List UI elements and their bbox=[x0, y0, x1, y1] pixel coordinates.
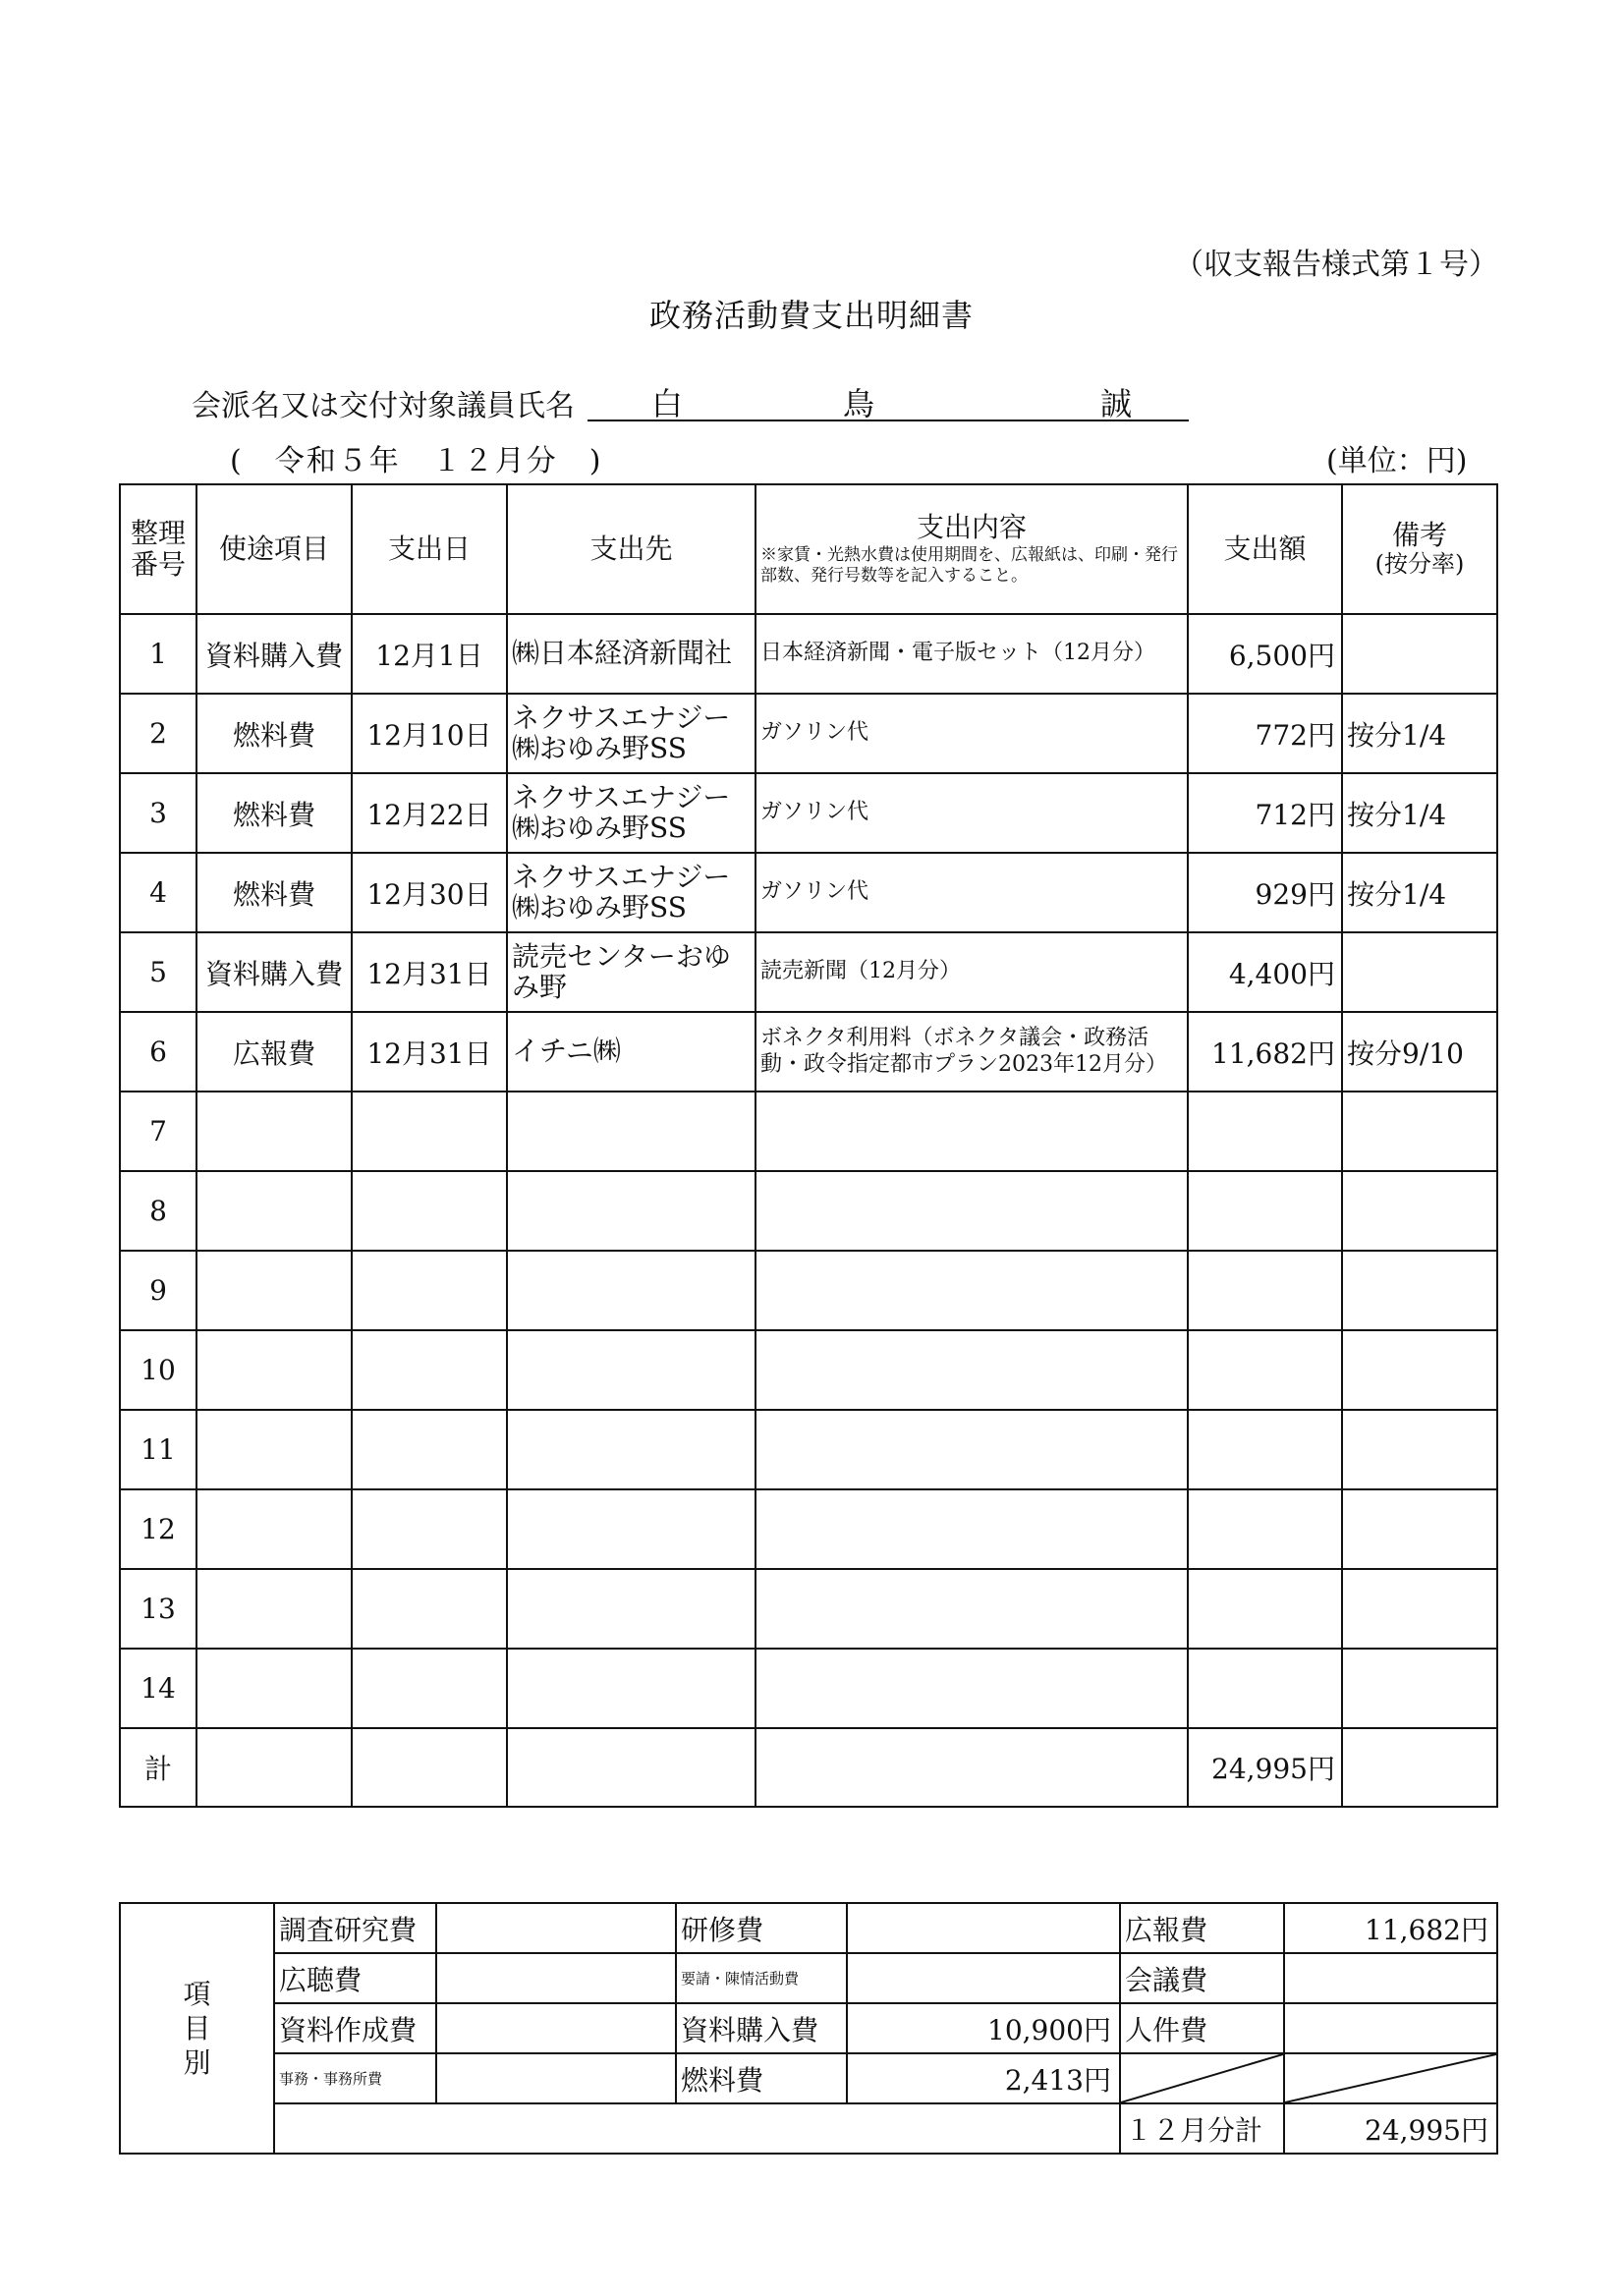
row-date: 12月31日 bbox=[352, 1012, 507, 1092]
row-remarks bbox=[1342, 932, 1497, 1012]
table-row bbox=[120, 614, 1497, 694]
summary-value bbox=[436, 2053, 676, 2103]
summary-label: 広報費 bbox=[1120, 1903, 1284, 1953]
summary-row bbox=[120, 2003, 1497, 2053]
report-period: ( 令和５年 １２月分 ) bbox=[230, 444, 603, 478]
row-amount: 929円 bbox=[1188, 853, 1342, 932]
summary-row bbox=[120, 1903, 1497, 1953]
row-remarks: 按分1/4 bbox=[1342, 853, 1497, 932]
row-remarks: 按分1/4 bbox=[1342, 773, 1497, 853]
col-remarks-sub: (按分率) bbox=[1374, 550, 1465, 579]
row-payee bbox=[507, 1330, 756, 1410]
row-no: 2 bbox=[120, 694, 196, 773]
row-date: 12月22日 bbox=[352, 773, 507, 853]
name-part-2: 鳥 bbox=[843, 385, 875, 422]
row-purpose bbox=[196, 1410, 352, 1489]
row-content: ガソリン代 bbox=[756, 853, 1188, 932]
col-purpose: 使途項目 bbox=[196, 484, 352, 614]
row-no: 5 bbox=[120, 932, 196, 1012]
summary-value: 2,413円 bbox=[847, 2053, 1120, 2103]
row-no: 8 bbox=[120, 1171, 196, 1251]
row-remarks bbox=[1342, 1330, 1497, 1410]
summary-label: 会議費 bbox=[1120, 1953, 1284, 2003]
total-label: 計 bbox=[120, 1728, 196, 1807]
summary-row bbox=[120, 1953, 1497, 2003]
summary-label: 要請・陳情活動費 bbox=[676, 1953, 847, 2003]
row-no: 9 bbox=[120, 1251, 196, 1330]
row-remarks bbox=[1342, 1489, 1497, 1569]
row-purpose: 燃料費 bbox=[196, 694, 352, 773]
month-total-label: １２月分計 bbox=[1120, 2103, 1284, 2154]
row-remarks: 按分9/10 bbox=[1342, 1012, 1497, 1092]
row-purpose bbox=[196, 1569, 352, 1649]
row-remarks bbox=[1342, 1649, 1497, 1728]
row-remarks bbox=[1342, 1251, 1497, 1330]
row-no: 3 bbox=[120, 773, 196, 853]
summary-value: 10,900円 bbox=[847, 2003, 1120, 2053]
row-date: 12月31日 bbox=[352, 932, 507, 1012]
row-remarks bbox=[1342, 1410, 1497, 1489]
row-amount bbox=[1188, 1330, 1342, 1410]
summary-value bbox=[847, 1903, 1120, 1953]
table-row bbox=[120, 1171, 1497, 1251]
summary-label: 調査研究費 bbox=[274, 1903, 436, 1953]
col-amount: 支出額 bbox=[1188, 484, 1342, 614]
name-label: 会派名又は交付対象議員氏名 bbox=[192, 389, 575, 423]
row-payee bbox=[507, 1489, 756, 1569]
row-payee bbox=[507, 1649, 756, 1728]
row-no: 13 bbox=[120, 1569, 196, 1649]
col-payee: 支出先 bbox=[507, 484, 756, 614]
summary-value bbox=[1284, 2003, 1497, 2053]
summary-label: 事務・事務所費 bbox=[274, 2053, 436, 2103]
row-date bbox=[352, 1410, 507, 1489]
summary-group-text: 項目別 bbox=[183, 1978, 211, 2079]
summary-label: 人件費 bbox=[1120, 2003, 1284, 2053]
summary-blank-cell bbox=[1120, 2053, 1284, 2103]
row-remarks: 按分1/4 bbox=[1342, 694, 1497, 773]
total-amount: 24,995円 bbox=[1188, 1728, 1342, 1807]
row-amount bbox=[1188, 1171, 1342, 1251]
page-title: 政務活動費支出明細書 bbox=[648, 297, 974, 334]
table-row bbox=[120, 1649, 1497, 1728]
category-summary-table bbox=[119, 1902, 1498, 2155]
table-row bbox=[120, 1410, 1497, 1489]
unit-label: (単位：円) bbox=[1326, 444, 1468, 478]
row-payee: ネクサスエナジー㈱おゆみ野SS bbox=[507, 853, 756, 932]
expense-table bbox=[119, 483, 1498, 1808]
table-row bbox=[120, 1092, 1497, 1171]
row-content bbox=[756, 1489, 1188, 1569]
row-amount bbox=[1188, 1649, 1342, 1728]
row-purpose bbox=[196, 1171, 352, 1251]
row-amount: 11,682円 bbox=[1188, 1012, 1342, 1092]
col-content-title: 支出内容 bbox=[916, 510, 1027, 543]
table-row bbox=[120, 932, 1497, 1012]
row-content bbox=[756, 1410, 1188, 1489]
summary-label: 研修費 bbox=[676, 1903, 847, 1953]
name-part-3: 誠 bbox=[1100, 385, 1133, 422]
row-amount bbox=[1188, 1410, 1342, 1489]
row-content bbox=[756, 1251, 1188, 1330]
name-part-1: 白 bbox=[651, 385, 684, 422]
row-date bbox=[352, 1092, 507, 1171]
row-content: 日本経済新聞・電子版セット（12月分） bbox=[756, 614, 1188, 694]
row-amount bbox=[1188, 1251, 1342, 1330]
row-payee: イチニ㈱ bbox=[507, 1012, 756, 1092]
diagonal-strike bbox=[1285, 2054, 1496, 2102]
row-payee: ネクサスエナジー㈱おゆみ野SS bbox=[507, 694, 756, 773]
row-no: 12 bbox=[120, 1489, 196, 1569]
row-purpose bbox=[196, 1251, 352, 1330]
row-no: 6 bbox=[120, 1012, 196, 1092]
col-remarks-title: 備考 bbox=[1391, 519, 1447, 552]
row-content: ガソリン代 bbox=[756, 694, 1188, 773]
row-no: 10 bbox=[120, 1330, 196, 1410]
total-row bbox=[120, 1728, 1497, 1807]
table-header-row bbox=[120, 484, 1497, 614]
col-content bbox=[756, 484, 1188, 614]
row-content: ボネクタ利用料（ボネクタ議会・政務活動・政令指定都市プラン2023年12月分） bbox=[756, 1012, 1188, 1092]
row-amount: 712円 bbox=[1188, 773, 1342, 853]
row-payee bbox=[507, 1171, 756, 1251]
summary-blank-cell bbox=[1284, 2053, 1497, 2103]
row-purpose: 資料購入費 bbox=[196, 932, 352, 1012]
row-amount bbox=[1188, 1092, 1342, 1171]
month-total-value: 24,995円 bbox=[1284, 2103, 1497, 2154]
row-payee bbox=[507, 1092, 756, 1171]
col-remarks bbox=[1342, 484, 1497, 614]
row-purpose: 資料購入費 bbox=[196, 614, 352, 694]
row-payee: 読売センターおゆみ野 bbox=[507, 932, 756, 1012]
summary-value bbox=[436, 2003, 676, 2053]
row-no: 1 bbox=[120, 614, 196, 694]
row-date bbox=[352, 1171, 507, 1251]
table-row bbox=[120, 1569, 1497, 1649]
row-remarks bbox=[1342, 1171, 1497, 1251]
row-amount bbox=[1188, 1489, 1342, 1569]
row-amount bbox=[1188, 1569, 1342, 1649]
row-date bbox=[352, 1330, 507, 1410]
table-row bbox=[120, 853, 1497, 932]
table-row bbox=[120, 1489, 1497, 1569]
row-no: 4 bbox=[120, 853, 196, 932]
summary-label: 燃料費 bbox=[676, 2053, 847, 2103]
row-content: ガソリン代 bbox=[756, 773, 1188, 853]
row-payee bbox=[507, 1569, 756, 1649]
summary-row bbox=[120, 2053, 1497, 2103]
summary-total-row bbox=[120, 2103, 1497, 2154]
form-id: （収支報告様式第１号） bbox=[1174, 248, 1498, 282]
row-no: 7 bbox=[120, 1092, 196, 1171]
summary-label: 資料購入費 bbox=[676, 2003, 847, 2053]
row-date: 12月1日 bbox=[352, 614, 507, 694]
summary-label: 資料作成費 bbox=[274, 2003, 436, 2053]
summary-value bbox=[1284, 1953, 1497, 2003]
row-amount: 6,500円 bbox=[1188, 614, 1342, 694]
summary-value bbox=[436, 1953, 676, 2003]
row-remarks bbox=[1342, 1092, 1497, 1171]
row-payee bbox=[507, 1410, 756, 1489]
row-payee: ネクサスエナジー㈱おゆみ野SS bbox=[507, 773, 756, 853]
summary-value: 11,682円 bbox=[1284, 1903, 1497, 1953]
row-purpose bbox=[196, 1330, 352, 1410]
row-date bbox=[352, 1569, 507, 1649]
row-date bbox=[352, 1489, 507, 1569]
summary-label: 広聴費 bbox=[274, 1953, 436, 2003]
table-row bbox=[120, 773, 1497, 853]
table-row bbox=[120, 1012, 1497, 1092]
row-purpose: 広報費 bbox=[196, 1012, 352, 1092]
row-date bbox=[352, 1649, 507, 1728]
table-row bbox=[120, 1330, 1497, 1410]
table-row bbox=[120, 694, 1497, 773]
row-no: 14 bbox=[120, 1649, 196, 1728]
summary-total-blank bbox=[274, 2103, 1120, 2154]
row-amount: 772円 bbox=[1188, 694, 1342, 773]
table-row bbox=[120, 1251, 1497, 1330]
row-payee bbox=[507, 1251, 756, 1330]
row-amount: 4,400円 bbox=[1188, 932, 1342, 1012]
col-date: 支出日 bbox=[352, 484, 507, 614]
row-date bbox=[352, 1251, 507, 1330]
row-remarks bbox=[1342, 614, 1497, 694]
row-purpose bbox=[196, 1489, 352, 1569]
row-purpose bbox=[196, 1092, 352, 1171]
row-purpose: 燃料費 bbox=[196, 773, 352, 853]
summary-group-label bbox=[120, 1903, 274, 2154]
row-payee: ㈱日本経済新聞社 bbox=[507, 614, 756, 694]
row-date: 12月30日 bbox=[352, 853, 507, 932]
row-purpose: 燃料費 bbox=[196, 853, 352, 932]
summary-value bbox=[847, 1953, 1120, 2003]
row-remarks bbox=[1342, 1569, 1497, 1649]
summary-value bbox=[436, 1903, 676, 1953]
row-no: 11 bbox=[120, 1410, 196, 1489]
row-content bbox=[756, 1171, 1188, 1251]
row-content bbox=[756, 1330, 1188, 1410]
col-no: 整理番号 bbox=[120, 484, 196, 614]
row-content bbox=[756, 1092, 1188, 1171]
row-date: 12月10日 bbox=[352, 694, 507, 773]
row-purpose bbox=[196, 1649, 352, 1728]
col-content-note: ※家賃・光熱水費は使用期間を、広報紙は、印刷・発行部数、発行号数等を記入すること。 bbox=[760, 544, 1178, 587]
row-content: 読売新聞（12月分） bbox=[756, 932, 1188, 1012]
diagonal-strike bbox=[1121, 2054, 1283, 2102]
row-content bbox=[756, 1649, 1188, 1728]
row-content bbox=[756, 1569, 1188, 1649]
